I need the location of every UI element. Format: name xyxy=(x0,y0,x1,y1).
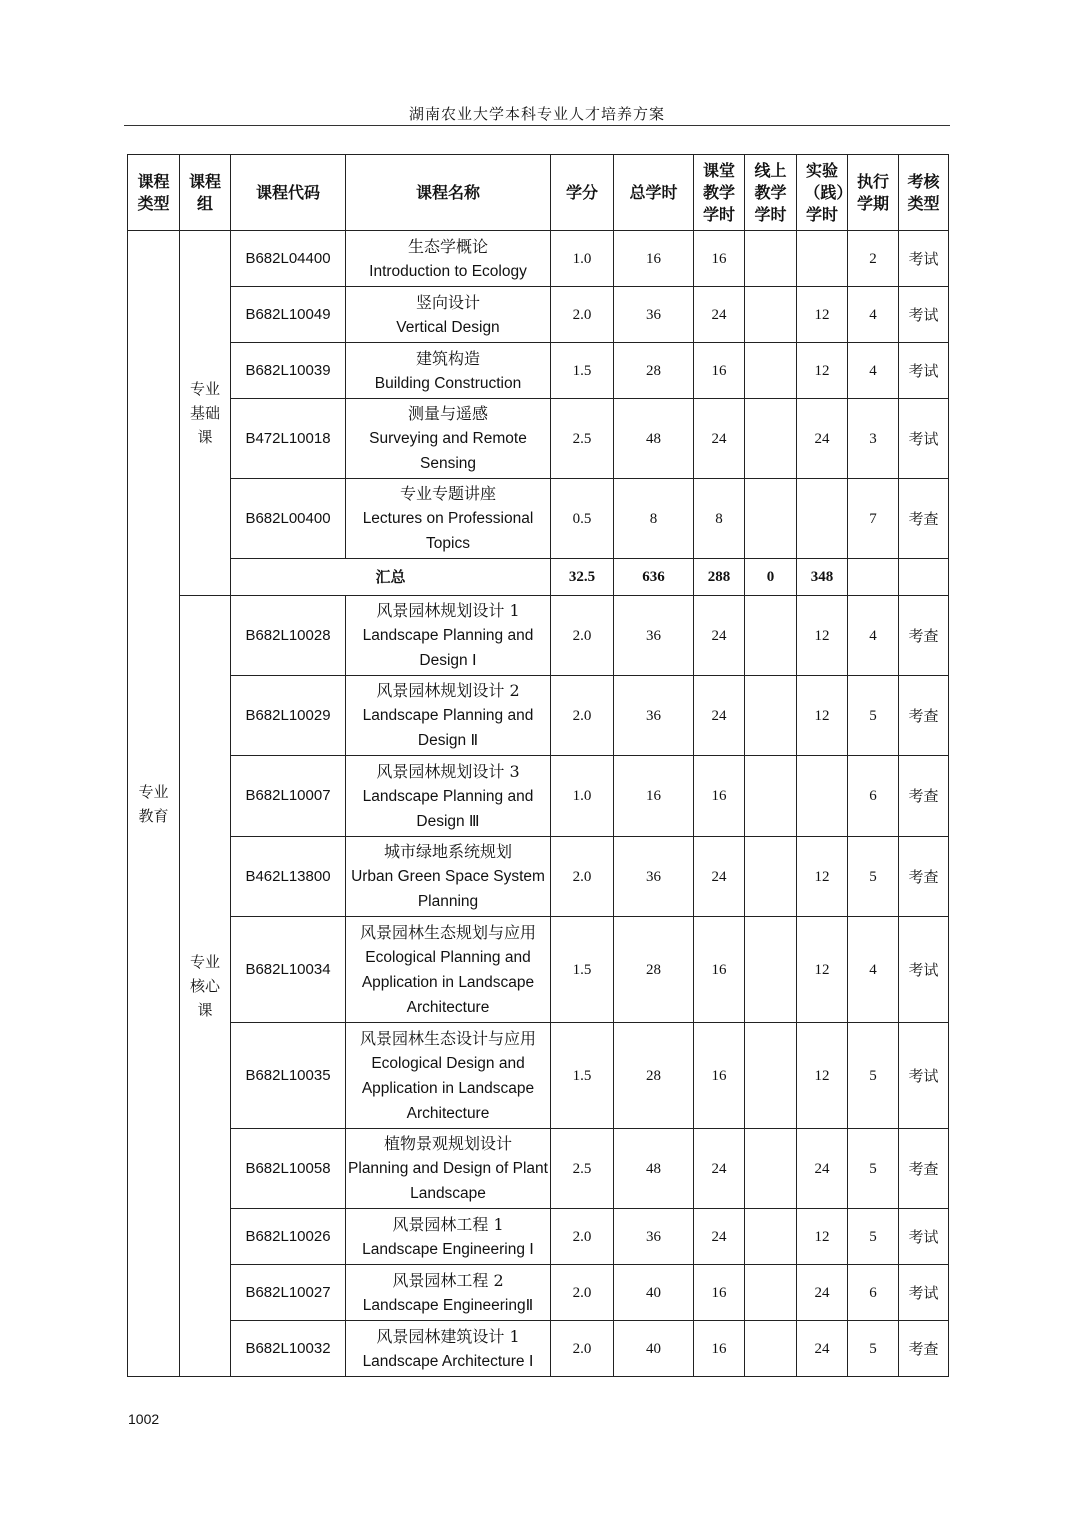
class-hours-value: 24 xyxy=(694,1209,745,1265)
col-header-lab-hours: 实验（践）学时 xyxy=(797,155,848,231)
total-hours-value: 48 xyxy=(614,1129,694,1209)
course-group-cell xyxy=(180,596,231,1377)
online-hours-value xyxy=(745,676,797,756)
lab-hours-value: 12 xyxy=(797,1209,848,1265)
course-name-en: Surveying and Remote Sensing xyxy=(369,430,527,472)
course-name xyxy=(346,1265,551,1321)
semester-value: 6 xyxy=(848,756,899,837)
online-hours-value xyxy=(745,399,797,479)
lab-hours-value xyxy=(797,479,848,559)
course-name-en: Lectures on Professional Topics xyxy=(362,510,534,552)
table-row xyxy=(128,287,949,343)
table-row xyxy=(128,1129,949,1209)
course-name-en: Landscape EngineeringⅡ xyxy=(362,1296,534,1314)
exam-type-value: 考试 xyxy=(899,343,949,399)
table-row xyxy=(128,343,949,399)
class-hours-value: 16 xyxy=(694,756,745,837)
course-code: B682L10058 xyxy=(231,1129,346,1209)
course-name-cn: 专业专题讲座 xyxy=(399,484,496,503)
course-name-en: Ecological Planning and Application in Landscape Architecture xyxy=(361,948,535,1016)
course-name-cn: 竖向设计 xyxy=(415,292,480,312)
course-code: B682L10026 xyxy=(231,1209,346,1265)
total-hours-value: 36 xyxy=(614,1209,694,1265)
credit-value: 1.5 xyxy=(551,1023,614,1129)
lab-hours-value: 12 xyxy=(797,837,848,917)
semester-value: 4 xyxy=(848,596,899,676)
online-hours-value xyxy=(745,231,797,287)
credit-value: 1.0 xyxy=(551,231,614,287)
course-name-cn: 风景园林规划设计 1 xyxy=(376,601,520,620)
semester-value: 5 xyxy=(848,1129,899,1209)
course-code: B682L10049 xyxy=(231,287,346,343)
online-hours-value xyxy=(745,1129,797,1209)
course-code: B682L10035 xyxy=(231,1023,346,1129)
semester-value: 4 xyxy=(848,917,899,1023)
exam-type-value: 考查 xyxy=(899,837,949,917)
exam-type-value: 考试 xyxy=(899,1209,949,1265)
course-name xyxy=(346,287,551,343)
col-header-class-hours: 课堂教学学时 xyxy=(694,155,745,231)
course-name-cn: 风景园林工程 2 xyxy=(392,1270,504,1290)
course-name-en: Introduction to Ecology xyxy=(369,262,527,280)
col-header-semester: 执行学期 xyxy=(848,155,899,231)
subtotal-class-hours: 288 xyxy=(694,559,745,596)
exam-type-value: 考查 xyxy=(899,1321,949,1377)
course-name-cn: 测量与遥感 xyxy=(407,404,488,423)
col-header-online-hours: 线上教学学时 xyxy=(745,155,797,231)
subtotal-online-hours: 0 xyxy=(745,559,797,596)
course-code: B682L10029 xyxy=(231,676,346,756)
table-row xyxy=(128,399,949,479)
exam-type-value: 考试 xyxy=(899,287,949,343)
course-name-en: Building Construction xyxy=(374,374,522,392)
course-name xyxy=(346,837,551,917)
table-row xyxy=(128,1209,949,1265)
subtotal-semester xyxy=(848,559,899,596)
course-table xyxy=(127,154,949,1377)
table-row xyxy=(128,756,949,837)
total-hours-value: 36 xyxy=(614,287,694,343)
total-hours-value: 40 xyxy=(614,1321,694,1377)
online-hours-value xyxy=(745,1209,797,1265)
credit-value: 1.0 xyxy=(551,756,614,837)
credit-value: 2.0 xyxy=(551,837,614,917)
online-hours-value xyxy=(745,287,797,343)
exam-type-value: 考试 xyxy=(899,399,949,479)
course-name-en: Landscape Architecture Ⅰ xyxy=(362,1352,534,1370)
subtotal-total-hours: 636 xyxy=(614,559,694,596)
course-name-cn: 风景园林生态规划与应用 xyxy=(359,922,536,942)
online-hours-value xyxy=(745,756,797,837)
course-name-cn: 风景园林建筑设计 1 xyxy=(376,1326,520,1346)
online-hours-value xyxy=(745,917,797,1023)
semester-value: 5 xyxy=(848,837,899,917)
lab-hours-value: 12 xyxy=(797,676,848,756)
header-rule xyxy=(124,125,950,126)
lab-hours-value: 24 xyxy=(797,1129,848,1209)
course-group-label: 专业基础课 xyxy=(189,380,220,446)
course-code: B682L10007 xyxy=(231,756,346,837)
class-hours-value: 24 xyxy=(694,399,745,479)
total-hours-value: 28 xyxy=(614,917,694,1023)
table-row xyxy=(128,1023,949,1129)
course-code: B682L10034 xyxy=(231,917,346,1023)
lab-hours-value: 12 xyxy=(797,596,848,676)
online-hours-value xyxy=(745,479,797,559)
class-hours-value: 16 xyxy=(694,917,745,1023)
course-code: B682L10039 xyxy=(231,343,346,399)
table-row xyxy=(128,917,949,1023)
col-header-total-hours: 总学时 xyxy=(614,155,694,231)
exam-type-value: 考试 xyxy=(899,1023,949,1129)
semester-value: 4 xyxy=(848,343,899,399)
col-header-code: 课程代码 xyxy=(231,155,346,231)
course-code: B472L10018 xyxy=(231,399,346,479)
lab-hours-value: 24 xyxy=(797,1321,848,1377)
exam-type-value: 考查 xyxy=(899,1129,949,1209)
table-row xyxy=(128,1265,949,1321)
course-name-en: Landscape Engineering Ⅰ xyxy=(362,1240,534,1258)
online-hours-value xyxy=(745,837,797,917)
semester-value: 5 xyxy=(848,1209,899,1265)
class-hours-value: 24 xyxy=(694,837,745,917)
course-type-cell xyxy=(128,231,180,1377)
course-name xyxy=(346,1129,551,1209)
course-code: B682L10028 xyxy=(231,596,346,676)
class-hours-value: 24 xyxy=(694,676,745,756)
course-name-en: Urban Green Space System Planning xyxy=(351,868,545,910)
online-hours-value xyxy=(745,343,797,399)
course-name-cn: 风景园林规划设计 3 xyxy=(376,761,520,781)
course-name-en: Landscape Planning and Design Ⅰ xyxy=(362,627,534,669)
course-name-cn: 城市绿地系统规划 xyxy=(383,842,512,861)
credit-value: 1.5 xyxy=(551,343,614,399)
credit-value: 2.0 xyxy=(551,676,614,756)
online-hours-value xyxy=(745,1023,797,1129)
credit-value: 2.0 xyxy=(551,1265,614,1321)
course-name-en: Landscape Planning and Design Ⅱ xyxy=(362,707,534,749)
exam-type-value: 考查 xyxy=(899,676,949,756)
online-hours-value xyxy=(745,1265,797,1321)
course-name xyxy=(346,917,551,1023)
credit-value: 2.0 xyxy=(551,1209,614,1265)
subtotal-label: 汇总 xyxy=(231,559,551,596)
credit-value: 2.0 xyxy=(551,1321,614,1377)
total-hours-value: 36 xyxy=(614,837,694,917)
page-header-title: 湖南农业大学本科专业人才培养方案 xyxy=(408,105,665,123)
col-header-group: 课程组 xyxy=(180,155,231,231)
semester-value: 5 xyxy=(848,1321,899,1377)
class-hours-value: 16 xyxy=(694,1023,745,1129)
credit-value: 2.0 xyxy=(551,596,614,676)
total-hours-value: 36 xyxy=(614,676,694,756)
class-hours-value: 8 xyxy=(694,479,745,559)
class-hours-value: 16 xyxy=(694,343,745,399)
exam-type-value: 考试 xyxy=(899,231,949,287)
exam-type-value: 考试 xyxy=(899,917,949,1023)
table-row xyxy=(128,231,949,287)
col-header-exam-type: 考核类型 xyxy=(899,155,949,231)
course-name-cn: 风景园林工程 1 xyxy=(392,1214,504,1234)
semester-value: 4 xyxy=(848,287,899,343)
course-name-cn: 建筑构造 xyxy=(415,348,480,368)
course-name xyxy=(346,1023,551,1129)
exam-type-value: 考查 xyxy=(899,479,949,559)
exam-type-value: 考查 xyxy=(899,596,949,676)
course-name-en: Vertical Design xyxy=(396,318,500,336)
course-group-cell xyxy=(180,231,231,596)
course-group-label: 专业核心课 xyxy=(189,953,220,1019)
course-name-en: Landscape Planning and Design Ⅲ xyxy=(362,787,534,830)
semester-value: 2 xyxy=(848,231,899,287)
course-name xyxy=(346,676,551,756)
online-hours-value xyxy=(745,596,797,676)
table-row xyxy=(128,596,949,676)
table-body xyxy=(128,231,949,1377)
lab-hours-value: 12 xyxy=(797,287,848,343)
course-name-cn: 生态学概论 xyxy=(407,236,488,256)
course-name xyxy=(346,1209,551,1265)
course-type-label: 专业教育 xyxy=(138,782,169,825)
lab-hours-value xyxy=(797,756,848,837)
total-hours-value: 28 xyxy=(614,343,694,399)
total-hours-value: 48 xyxy=(614,399,694,479)
subtotal-credit: 32.5 xyxy=(551,559,614,596)
course-name-cn: 风景园林规划设计 2 xyxy=(376,681,520,700)
table-row xyxy=(128,676,949,756)
total-hours-value: 28 xyxy=(614,1023,694,1129)
course-code: B462L13800 xyxy=(231,837,346,917)
semester-value: 3 xyxy=(848,399,899,479)
exam-type-value: 考查 xyxy=(899,756,949,837)
class-hours-value: 24 xyxy=(694,287,745,343)
lab-hours-value: 12 xyxy=(797,1023,848,1129)
course-name xyxy=(346,479,551,559)
table-row xyxy=(128,1321,949,1377)
col-header-credit: 学分 xyxy=(551,155,614,231)
course-name xyxy=(346,399,551,479)
lab-hours-value: 12 xyxy=(797,343,848,399)
course-name xyxy=(346,756,551,837)
course-code: B682L10032 xyxy=(231,1321,346,1377)
course-name-cn: 植物景观规划设计 xyxy=(383,1134,512,1153)
total-hours-value: 8 xyxy=(614,479,694,559)
credit-value: 2.5 xyxy=(551,399,614,479)
class-hours-value: 16 xyxy=(694,1265,745,1321)
credit-value: 0.5 xyxy=(551,479,614,559)
course-name xyxy=(346,1321,551,1377)
lab-hours-value: 24 xyxy=(797,1265,848,1321)
class-hours-value: 16 xyxy=(694,1321,745,1377)
total-hours-value: 16 xyxy=(614,756,694,837)
semester-value: 6 xyxy=(848,1265,899,1321)
course-code: B682L10027 xyxy=(231,1265,346,1321)
total-hours-value: 36 xyxy=(614,596,694,676)
semester-value: 7 xyxy=(848,479,899,559)
subtotal-lab-hours: 348 xyxy=(797,559,848,596)
table-header-row xyxy=(128,155,949,231)
course-name-cn: 风景园林生态设计与应用 xyxy=(359,1028,536,1048)
course-code: B682L00400 xyxy=(231,479,346,559)
semester-value: 5 xyxy=(848,676,899,756)
semester-value: 5 xyxy=(848,1023,899,1129)
lab-hours-value xyxy=(797,231,848,287)
class-hours-value: 24 xyxy=(694,1129,745,1209)
col-header-type: 课程类型 xyxy=(128,155,180,231)
class-hours-value: 24 xyxy=(694,596,745,676)
table-row xyxy=(128,479,949,559)
course-name-en: Ecological Design and Application in Landscape Architecture xyxy=(361,1054,535,1122)
subtotal-row xyxy=(128,559,949,596)
subtotal-exam xyxy=(899,559,949,596)
credit-value: 1.5 xyxy=(551,917,614,1023)
course-name xyxy=(346,343,551,399)
class-hours-value: 16 xyxy=(694,231,745,287)
lab-hours-value: 24 xyxy=(797,399,848,479)
total-hours-value: 16 xyxy=(614,231,694,287)
course-code: B682L04400 xyxy=(231,231,346,287)
exam-type-value: 考试 xyxy=(899,1265,949,1321)
credit-value: 2.5 xyxy=(551,1129,614,1209)
course-name xyxy=(346,231,551,287)
table-row xyxy=(128,837,949,917)
lab-hours-value: 12 xyxy=(797,917,848,1023)
credit-value: 2.0 xyxy=(551,287,614,343)
total-hours-value: 40 xyxy=(614,1265,694,1321)
col-header-name: 课程名称 xyxy=(346,155,551,231)
online-hours-value xyxy=(745,1321,797,1377)
page-number: 1002 xyxy=(128,1411,160,1427)
course-name xyxy=(346,596,551,676)
course-name-en: Planning and Design of Plant Landscape xyxy=(348,1160,548,1202)
